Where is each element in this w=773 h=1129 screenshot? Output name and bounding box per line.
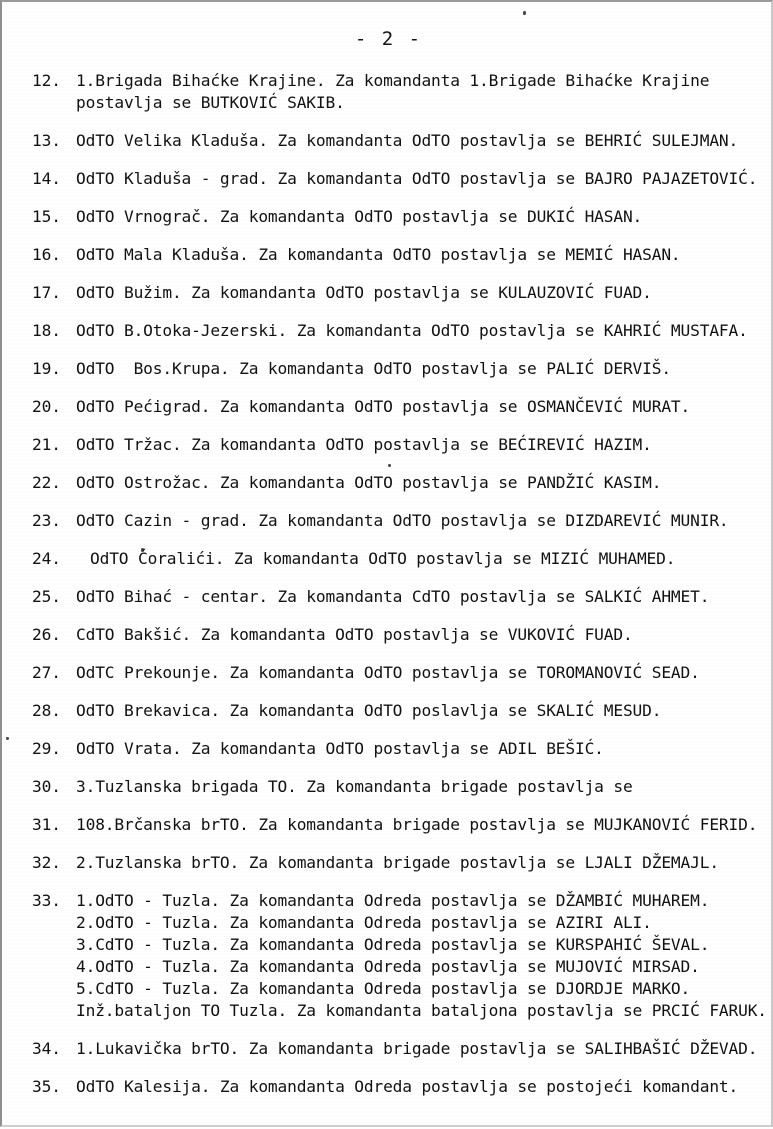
entry-first-line	[32, 624, 752, 646]
entry-first-line	[32, 852, 752, 874]
entry-text: OdTO Pećigrad. Za komandanta OdTO postavlja se OSMANČEVIĆ MURAT.	[76, 397, 691, 416]
numbered-entry	[32, 700, 752, 722]
entry-first-line	[32, 320, 752, 342]
numbered-entry	[32, 168, 758, 190]
entry-text: 5.CdTO - Tuzla. Za komandanta Odreda postavlja se DJORDJE MARKO.	[76, 979, 691, 998]
entry-text: 3.Tuzlanska brigada TO. Za komandanta brigade postavlja se	[76, 777, 633, 796]
entry-number: 12.	[32, 71, 61, 90]
entry-text: OdTO Velika Kladuša. Za komandanta OdTO postavlja se BEHRIĆ SULEJMAN.	[76, 131, 739, 150]
entry-number: 26.	[32, 625, 61, 644]
entry-first-line	[32, 282, 752, 304]
entry-text: OdTO Bihać - centar. Za komandanta CdTO postavlja se SALKIĆ AHMET.	[76, 587, 710, 606]
numbered-entry	[32, 1076, 752, 1098]
entry-number: 34.	[32, 1039, 61, 1058]
entry-first-line	[32, 472, 752, 494]
entry-first-line	[32, 130, 752, 152]
entry-number: 15.	[32, 207, 61, 226]
entry-number: 22.	[32, 473, 61, 492]
entry-text: 4.OdTO - Tuzla. Za komandanta Odreda postavlja se MUJOVIĆ MIRSAD.	[76, 957, 700, 976]
entry-number: 18.	[32, 321, 61, 340]
entry-continuation-line	[32, 978, 752, 1000]
entry-text: OdTO Kladuša - grad. Za komandanta OdTO postavlja se BAJRO PAJAZETOVIĆ.	[76, 169, 758, 188]
entry-first-line	[32, 70, 752, 92]
entry-first-line	[32, 1038, 758, 1060]
entry-text: OdTO Mala Kladuša. Za komandanta OdTO postavlja se MEMIĆ HASAN.	[76, 245, 681, 264]
entry-text: OdTO Vrata. Za komandanta OdTO postavlja se ADIL BEŠIĆ.	[76, 739, 604, 758]
entry-first-line	[32, 358, 752, 380]
numbered-entry	[32, 776, 752, 798]
scan-speck-artifact	[6, 737, 9, 740]
entry-number: 30.	[32, 777, 61, 796]
entry-text: postavlja se BUTKOVIĆ SAKIB.	[76, 93, 345, 112]
numbered-entry	[32, 1038, 758, 1060]
numbered-entry	[32, 624, 752, 646]
entry-text: 2.OdTO - Tuzla. Za komandanta Odreda postavlja se AZIRI ALI.	[76, 913, 652, 932]
page-number-header: - 2 -	[354, 28, 423, 50]
numbered-entry	[32, 70, 752, 114]
entry-continuation-line	[32, 92, 752, 114]
entry-number: 28.	[32, 701, 61, 720]
entry-text: OdTO Cazin - grad. Za komandanta OdTO postavlja se DIZDAREVIĆ MUNIR.	[76, 511, 729, 530]
numbered-entry	[32, 890, 767, 1022]
numbered-entry	[32, 244, 752, 266]
numbered-entry	[32, 472, 752, 494]
entry-number: 32.	[32, 853, 61, 872]
entry-number: 13.	[32, 131, 61, 150]
entry-text: OdTO Ćoralići. Za komandanta OdTO postavlja se MIZIĆ MUHAMED.	[90, 549, 676, 568]
entry-number: 31.	[32, 815, 61, 834]
numbered-entry	[32, 206, 752, 228]
numbered-entry	[32, 396, 752, 418]
entry-text: 108.Brčanska brTO. Za komandanta brigade postavlja se MUJKANOVIĆ FERID.	[76, 815, 758, 834]
entry-number: 20.	[32, 397, 61, 416]
entry-number: 25.	[32, 587, 61, 606]
entry-number: 35.	[32, 1077, 61, 1096]
entry-first-line	[32, 586, 752, 608]
numbered-entry	[32, 434, 752, 456]
entry-number: 29.	[32, 739, 61, 758]
entry-text: 1.Brigada Bihaćke Krajine. Za komandanta 1.Brigade Bihaćke Krajine	[76, 71, 710, 90]
entry-first-line	[32, 1076, 752, 1098]
numbered-entry	[32, 814, 758, 836]
entry-number: 14.	[32, 169, 61, 188]
entry-first-line	[32, 510, 752, 532]
entry-first-line	[32, 548, 752, 570]
entry-text: OdTO Bos.Krupa. Za komandanta OdTO postavlja se PALIĆ DERVIŠ.	[76, 359, 671, 378]
numbered-entry	[32, 662, 752, 684]
entry-first-line	[32, 738, 752, 760]
entry-text: OdTC Prekounje. Za komandanta OdTO postavlja se TOROMANOVIĆ SEAD.	[76, 663, 700, 682]
entry-number: 21.	[32, 435, 61, 454]
entry-first-line	[32, 168, 758, 190]
entry-continuation-line	[32, 1000, 767, 1022]
entry-number: 16.	[32, 245, 61, 264]
scan-speck-artifact	[523, 11, 526, 15]
entry-text: OdTO Vrnograč. Za komandanta OdTO postavlja se DUKIĆ HASAN.	[76, 207, 643, 226]
entry-number: 19.	[32, 359, 61, 378]
entry-text: OdTO Tržac. Za komandanta OdTO postavlja se BEĆIREVIĆ HAZIM.	[76, 435, 652, 454]
entry-text: OdTO Bužim. Za komandanta OdTO postavlja se KULAUZOVIĆ FUAD.	[76, 283, 652, 302]
entry-first-line	[32, 890, 752, 912]
numbered-entry	[32, 852, 752, 874]
entry-number: 23.	[32, 511, 61, 530]
entry-first-line	[32, 814, 758, 836]
numbered-entry	[32, 586, 752, 608]
entry-first-line	[32, 776, 752, 798]
entry-first-line	[32, 206, 752, 228]
entry-first-line	[32, 244, 752, 266]
entry-text: 3.CdTO - Tuzla. Za komandanta Odreda postavlja se KURSPAHIĆ ŠEVAL.	[76, 935, 710, 954]
entry-number: 17.	[32, 283, 61, 302]
entry-text: CdTO Bakšić. Za komandanta OdTO postavlja se VUKOVIĆ FUAD.	[76, 625, 633, 644]
entry-number: 33.	[32, 891, 61, 910]
entry-text: OdTO B.Otoka-Jezerski. Za komandanta OdTO postavlja se KAHRIĆ MUSTAFA.	[76, 321, 748, 340]
entry-text: OdTO Kalesija. Za komandanta Odreda postavlja se postojeći komandant.	[76, 1077, 739, 1096]
entry-continuation-line	[32, 956, 752, 978]
numbered-entry	[32, 548, 752, 570]
entry-text: OdTO Brekavica. Za komandanta OdTO poslavlja se SKALIĆ MESUD.	[76, 701, 662, 720]
entry-text: Inž.bataljon TO Tuzla. Za komandanta bataljona postavlja se PRCIĆ FARUK.	[76, 1001, 767, 1020]
entry-text: 1.Lukavička brTO. Za komandanta brigade postavlja se SALIHBAŠIĆ DŽEVAD.	[76, 1039, 758, 1058]
entry-continuation-line	[32, 912, 752, 934]
entry-first-line	[32, 662, 752, 684]
numbered-entry	[32, 282, 752, 304]
entry-first-line	[32, 700, 752, 722]
entry-text: 1.OdTO - Tuzla. Za komandanta Odreda postavlja se DŽAMBIĆ MUHAREM.	[76, 891, 710, 910]
entry-text: OdTO Ostrožac. Za komandanta OdTO postavlja se PANDŽIĆ KASIM.	[76, 473, 662, 492]
entry-number: 24.	[32, 549, 61, 568]
numbered-entry	[32, 510, 752, 532]
numbered-entry	[32, 358, 752, 380]
entry-number: 27.	[32, 663, 61, 682]
entry-text: 2.Tuzlanska brTO. Za komandanta brigade postavlja se LJALI DŽEMAJL.	[76, 853, 719, 872]
numbered-entry	[32, 738, 752, 760]
numbered-entry	[32, 320, 752, 342]
numbered-entry	[32, 130, 752, 152]
document-body	[32, 70, 767, 1098]
entry-continuation-line	[32, 934, 752, 956]
entry-first-line	[32, 396, 752, 418]
entry-first-line	[32, 434, 752, 456]
